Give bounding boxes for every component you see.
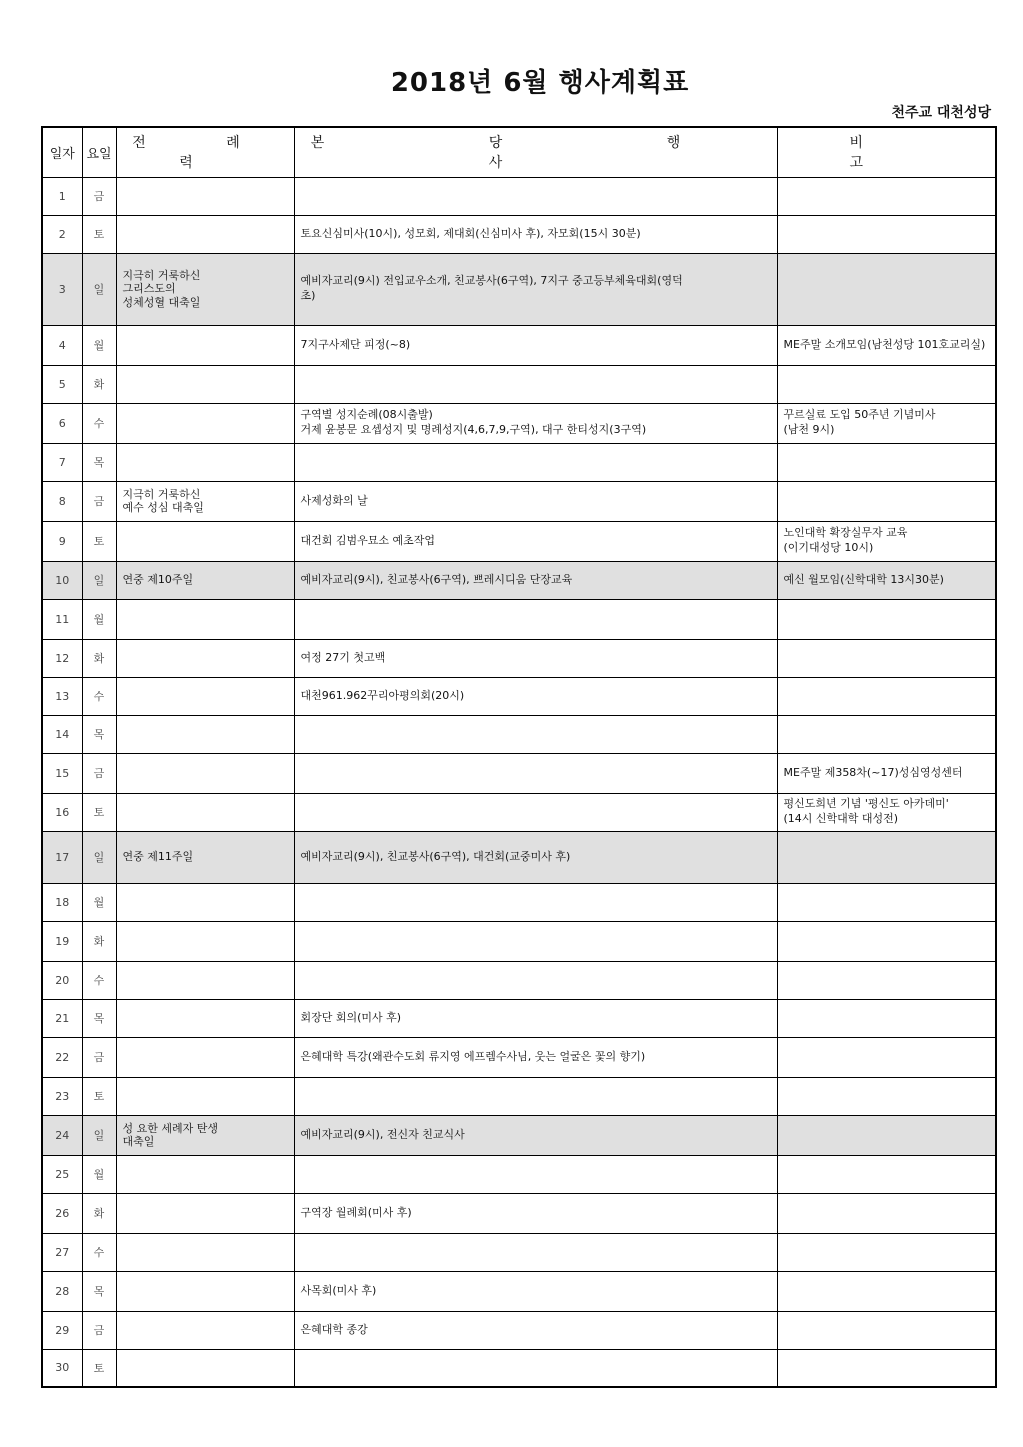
day-cell: 21 (42, 999, 82, 1037)
liturgy-cell (116, 325, 294, 365)
events-cell: 토요신심미사(10시), 성모회, 제대회(신심미사 후), 자모회(15시 30분) (294, 215, 777, 253)
header-liturgy: 전 례 력 (116, 127, 294, 177)
liturgy-cell: 지극히 거룩하신 그리스도의 성체성혈 대축일 (116, 253, 294, 325)
liturgy-cell: 성 요한 세례자 탄생 대축일 (116, 1115, 294, 1155)
weekday-cell: 화 (82, 639, 116, 677)
weekday-cell: 월 (82, 325, 116, 365)
day-cell: 13 (42, 677, 82, 715)
header-day: 일자 (42, 127, 82, 177)
notes-cell (777, 1233, 996, 1271)
events-cell (294, 365, 777, 403)
day-cell: 4 (42, 325, 82, 365)
liturgy-cell (116, 1311, 294, 1349)
weekday-cell: 수 (82, 677, 116, 715)
day-cell: 27 (42, 1233, 82, 1271)
header-events: 본 당 행 사 (294, 127, 777, 177)
table-row (42, 1271, 996, 1311)
notes-cell: ME주말 제358차(~17)성심영성센터 (777, 753, 996, 793)
notes-cell (777, 1115, 996, 1155)
day-cell: 14 (42, 715, 82, 753)
events-cell: 은혜대학 종강 (294, 1311, 777, 1349)
liturgy-cell (116, 443, 294, 481)
notes-cell: 예신 월모임(신학대학 13시30분) (777, 561, 996, 599)
notes-cell: 평신도희년 기념 '평신도 아카데미' (14시 신학대학 대성전) (777, 793, 996, 831)
table-row (42, 961, 996, 999)
notes-cell (777, 365, 996, 403)
table-row (42, 715, 996, 753)
table-row (42, 443, 996, 481)
table-row (42, 1037, 996, 1077)
events-cell (294, 1349, 777, 1387)
day-cell: 19 (42, 921, 82, 961)
notes-cell (777, 443, 996, 481)
events-cell (294, 1155, 777, 1193)
weekday-cell: 금 (82, 1311, 116, 1349)
liturgy-cell (116, 1077, 294, 1115)
notes-cell (777, 599, 996, 639)
events-cell (294, 961, 777, 999)
liturgy-cell (116, 215, 294, 253)
table-row (42, 1233, 996, 1271)
weekday-cell: 일 (82, 561, 116, 599)
table-row (42, 883, 996, 921)
liturgy-cell: 연중 제10주일 (116, 561, 294, 599)
liturgy-cell (116, 999, 294, 1037)
liturgy-cell (116, 1271, 294, 1311)
day-cell: 9 (42, 521, 82, 561)
table-row (42, 1077, 996, 1115)
weekday-cell: 일 (82, 831, 116, 883)
liturgy-cell (116, 1233, 294, 1271)
day-cell: 23 (42, 1077, 82, 1115)
liturgy-cell (116, 1155, 294, 1193)
table-row (42, 561, 996, 599)
weekday-cell: 토 (82, 1349, 116, 1387)
day-cell: 15 (42, 753, 82, 793)
day-cell: 22 (42, 1037, 82, 1077)
day-cell: 5 (42, 365, 82, 403)
liturgy-cell (116, 599, 294, 639)
day-cell: 20 (42, 961, 82, 999)
table-row (42, 1155, 996, 1193)
liturgy-cell: 지극히 거룩하신 예수 성심 대축일 (116, 481, 294, 521)
table-row (42, 325, 996, 365)
day-cell: 24 (42, 1115, 82, 1155)
day-cell: 26 (42, 1193, 82, 1233)
table-row (42, 831, 996, 883)
weekday-cell: 일 (82, 1115, 116, 1155)
day-cell: 29 (42, 1311, 82, 1349)
liturgy-cell (116, 1193, 294, 1233)
notes-cell (777, 1271, 996, 1311)
notes-cell (777, 961, 996, 999)
weekday-cell: 금 (82, 481, 116, 521)
schedule-body (42, 177, 996, 1387)
weekday-cell: 수 (82, 403, 116, 443)
day-cell: 7 (42, 443, 82, 481)
day-cell: 25 (42, 1155, 82, 1193)
weekday-cell: 금 (82, 753, 116, 793)
events-cell (294, 715, 777, 753)
table-row (42, 921, 996, 961)
liturgy-cell (116, 753, 294, 793)
events-cell (294, 883, 777, 921)
notes-cell (777, 253, 996, 325)
table-row (42, 1349, 996, 1387)
notes-cell (777, 481, 996, 521)
events-cell: 7지구사제단 피정(~8) (294, 325, 777, 365)
events-cell: 예비자교리(9시), 친교봉사(6구역), 쁘레시디움 단장교육 (294, 561, 777, 599)
weekday-cell: 목 (82, 999, 116, 1037)
weekday-cell: 목 (82, 443, 116, 481)
events-cell (294, 599, 777, 639)
notes-cell (777, 1155, 996, 1193)
weekday-cell: 화 (82, 365, 116, 403)
weekday-cell: 목 (82, 1271, 116, 1311)
liturgy-cell (116, 921, 294, 961)
notes-cell: 꾸르실료 도입 50주년 기념미사 (남천 9시) (777, 403, 996, 443)
notes-cell (777, 883, 996, 921)
day-cell: 10 (42, 561, 82, 599)
liturgy-cell (116, 177, 294, 215)
weekday-cell: 수 (82, 1233, 116, 1271)
weekday-cell: 화 (82, 921, 116, 961)
day-cell: 2 (42, 215, 82, 253)
table-row (42, 793, 996, 831)
weekday-cell: 월 (82, 883, 116, 921)
events-cell: 은혜대학 특강(왜관수도회 류지영 에프렘수사님, 웃는 얼굴은 꽃의 향기) (294, 1037, 777, 1077)
events-cell (294, 1077, 777, 1115)
day-cell: 11 (42, 599, 82, 639)
liturgy-cell (116, 715, 294, 753)
day-cell: 3 (42, 253, 82, 325)
table-row (42, 999, 996, 1037)
table-row (42, 753, 996, 793)
events-cell (294, 921, 777, 961)
header-notes: 비 고 (777, 127, 996, 177)
notes-cell: ME주말 소개모임(남천성당 101호교리실) (777, 325, 996, 365)
day-cell: 28 (42, 1271, 82, 1311)
notes-cell (777, 715, 996, 753)
table-row (42, 177, 996, 215)
liturgy-cell (116, 403, 294, 443)
events-cell (294, 1233, 777, 1271)
notes-cell (777, 1349, 996, 1387)
liturgy-cell (116, 521, 294, 561)
events-cell: 여정 27기 첫고백 (294, 639, 777, 677)
day-cell: 16 (42, 793, 82, 831)
notes-cell (777, 1077, 996, 1115)
table-row (42, 253, 996, 325)
notes-cell (777, 1193, 996, 1233)
schedule-table (41, 126, 997, 1388)
notes-cell (777, 215, 996, 253)
table-header-row (42, 127, 996, 177)
events-cell: 사목회(미사 후) (294, 1271, 777, 1311)
weekday-cell: 월 (82, 599, 116, 639)
events-cell: 구역장 월례회(미사 후) (294, 1193, 777, 1233)
table-row (42, 365, 996, 403)
organization-name: 천주교 대천성당 (891, 105, 991, 121)
events-cell (294, 793, 777, 831)
weekday-cell: 금 (82, 177, 116, 215)
events-cell: 예비자교리(9시), 친교봉사(6구역), 대건회(교중미사 후) (294, 831, 777, 883)
table-row (42, 1311, 996, 1349)
day-cell: 6 (42, 403, 82, 443)
notes-cell (777, 1037, 996, 1077)
events-cell: 예비자교리(9시) 전입교우소개, 친교봉사(6구역), 7지구 중고등부체육대회(영덕 초) (294, 253, 777, 325)
table-row (42, 215, 996, 253)
liturgy-cell (116, 793, 294, 831)
events-cell (294, 753, 777, 793)
table-row (42, 1193, 996, 1233)
weekday-cell: 금 (82, 1037, 116, 1077)
events-cell: 대건회 김범우묘소 예초작업 (294, 521, 777, 561)
notes-cell (777, 639, 996, 677)
notes-cell (777, 831, 996, 883)
day-cell: 12 (42, 639, 82, 677)
notes-cell (777, 921, 996, 961)
events-cell: 구역별 성지순례(08시출발) 거제 윤봉문 요셉성지 및 명례성지(4,6,7,9,구역), 대구 한티성지(3구역) (294, 403, 777, 443)
events-cell: 사제성화의 날 (294, 481, 777, 521)
liturgy-cell (116, 1349, 294, 1387)
page-title: 2018년 6월 행사계획표 (390, 68, 690, 98)
table-row (42, 403, 996, 443)
notes-cell (777, 677, 996, 715)
weekday-cell: 수 (82, 961, 116, 999)
weekday-cell: 토 (82, 521, 116, 561)
day-cell: 18 (42, 883, 82, 921)
liturgy-cell (116, 961, 294, 999)
events-cell (294, 443, 777, 481)
weekday-cell: 일 (82, 253, 116, 325)
events-cell: 대천961.962꾸리아평의회(20시) (294, 677, 777, 715)
notes-cell (777, 177, 996, 215)
liturgy-cell (116, 883, 294, 921)
liturgy-cell (116, 639, 294, 677)
weekday-cell: 토 (82, 1077, 116, 1115)
liturgy-cell (116, 1037, 294, 1077)
day-cell: 8 (42, 481, 82, 521)
weekday-cell: 토 (82, 793, 116, 831)
header-weekday: 요일 (82, 127, 116, 177)
liturgy-cell (116, 677, 294, 715)
events-cell: 예비자교리(9시), 전신자 친교식사 (294, 1115, 777, 1155)
liturgy-cell: 연중 제11주일 (116, 831, 294, 883)
table-row (42, 1115, 996, 1155)
table-row (42, 599, 996, 639)
weekday-cell: 목 (82, 715, 116, 753)
day-cell: 30 (42, 1349, 82, 1387)
day-cell: 17 (42, 831, 82, 883)
table-row (42, 639, 996, 677)
weekday-cell: 토 (82, 215, 116, 253)
events-cell: 회장단 회의(미사 후) (294, 999, 777, 1037)
notes-cell: 노인대학 확장실무자 교육 (이기대성당 10시) (777, 521, 996, 561)
table-row (42, 481, 996, 521)
table-row (42, 521, 996, 561)
weekday-cell: 화 (82, 1193, 116, 1233)
table-row (42, 677, 996, 715)
day-cell: 1 (42, 177, 82, 215)
notes-cell (777, 999, 996, 1037)
liturgy-cell (116, 365, 294, 403)
weekday-cell: 월 (82, 1155, 116, 1193)
notes-cell (777, 1311, 996, 1349)
events-cell (294, 177, 777, 215)
